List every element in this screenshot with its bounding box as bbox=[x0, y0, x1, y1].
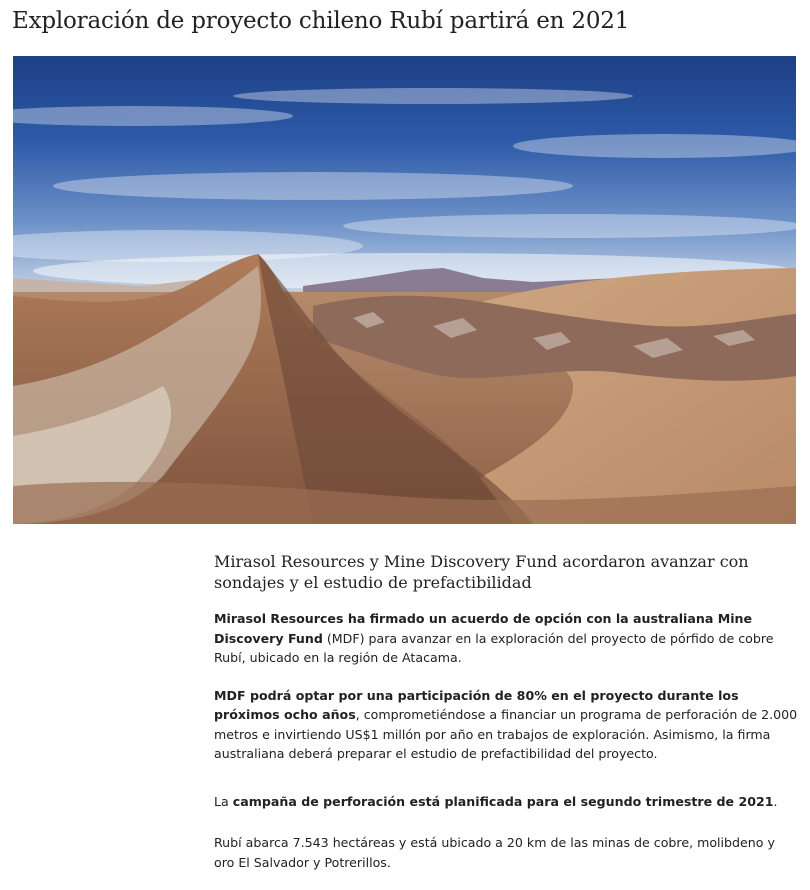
article-title: Exploración de proyecto chileno Rubí partirá en 2021 bbox=[12, 8, 630, 34]
paragraph-1-text: (MDF) para avanzar en la exploración del proyecto de pórfido de cobre Rubí, ubicado en la región de Atacama. bbox=[214, 630, 774, 665]
paragraph-3-post: . bbox=[773, 793, 778, 809]
paragraph-2-text: , comprometiéndose a financiar un programa de perforación de 2.000 metros e invirtiendo US$1 millón por año en trabajos de exploración. Asimismo, la firma australiana deberá preparar el estudio de prefactibilidad del proyecto. bbox=[214, 707, 798, 761]
paragraph-2 bbox=[214, 686, 798, 764]
paragraph-3-bold: campaña de perforación está planificada para el segundo trimestre de 2021 bbox=[232, 793, 774, 809]
paragraph-3-pre: La bbox=[214, 793, 233, 809]
paragraph-1-bold: Mirasol Resources ha firmado un acuerdo de opción con la australiana Mine Discovery Fund bbox=[214, 611, 753, 646]
paragraph-3 bbox=[214, 792, 798, 812]
hero-image bbox=[13, 56, 796, 524]
paragraph-1 bbox=[214, 609, 798, 668]
paragraph-2-bold: MDF podrá optar por una participación de 80% en el proyecto durante los próximos ocho años bbox=[214, 687, 739, 722]
article-body bbox=[214, 551, 798, 890]
paragraph-4: Rubí abarca 7.543 hectáreas y está ubicado a 20 km de las minas de cobre, molibdeno y oro El Salvador y Potrerillos. bbox=[214, 835, 775, 870]
desert-landscape-illustration bbox=[13, 56, 796, 524]
article-subtitle: Mirasol Resources y Mine Discovery Fund acordaron avanzar con sondajes y el estudio de prefactibilidad bbox=[214, 552, 749, 592]
